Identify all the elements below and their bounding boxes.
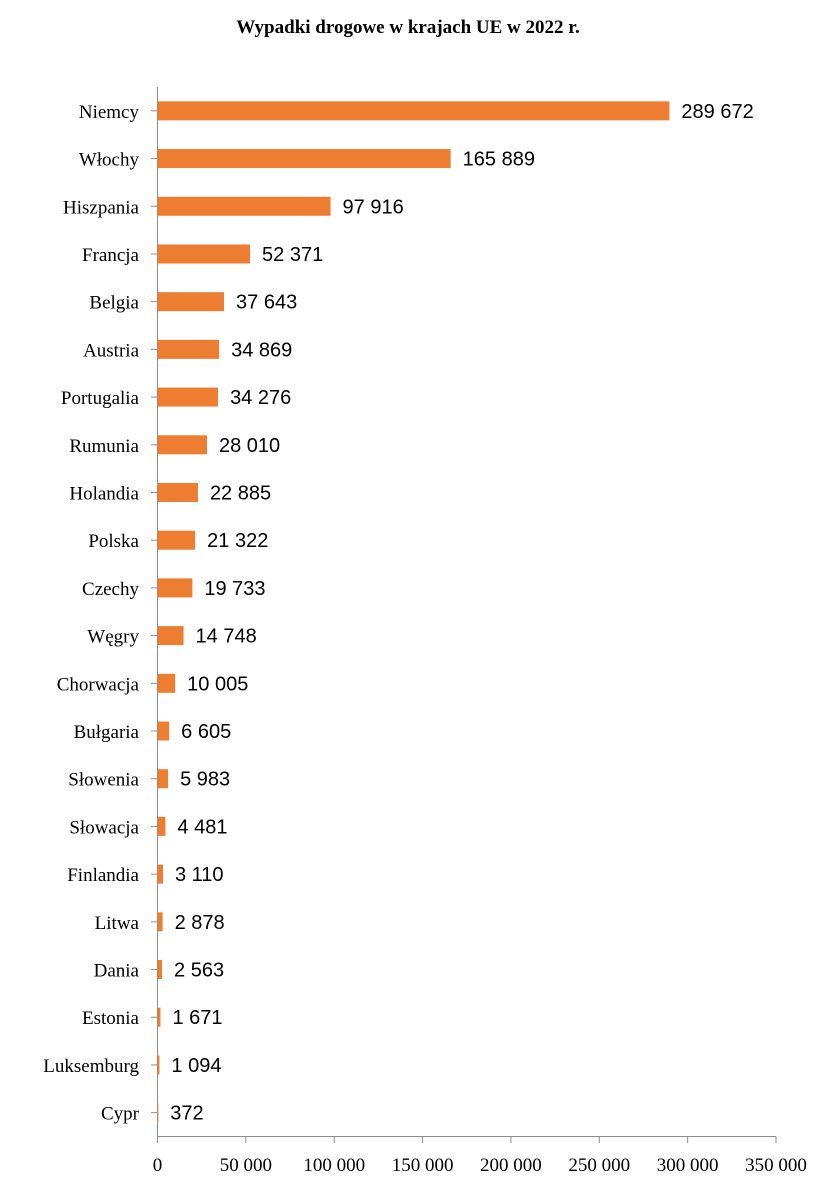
- bars: [43, 101, 753, 1125]
- chart-title: Wypadki drogowe w krajach UE w 2022 r.: [236, 17, 580, 38]
- data-label: 372: [170, 1102, 204, 1125]
- bar: [158, 531, 196, 550]
- data-label: 2 563: [174, 959, 225, 982]
- data-label: 289 672: [681, 100, 754, 123]
- data-label: 34 869: [231, 339, 293, 362]
- bar: [158, 960, 163, 979]
- category-label: Litwa: [94, 912, 139, 934]
- bar: [158, 340, 220, 359]
- category-label: Estonia: [82, 1008, 139, 1030]
- data-label: 14 748: [195, 625, 257, 648]
- x-tick-label: 50 000: [219, 1155, 272, 1176]
- category-label: Finlandia: [67, 865, 139, 887]
- data-label: 4 481: [177, 816, 228, 839]
- bar: [158, 722, 170, 741]
- data-label: 3 110: [174, 864, 224, 887]
- x-tick-label: 350 000: [745, 1155, 807, 1176]
- category-label: Węgry: [87, 626, 139, 648]
- category-label: Niemcy: [78, 101, 139, 123]
- bar: [158, 1103, 159, 1122]
- data-label: 5 983: [180, 768, 231, 791]
- data-label: 165 889: [462, 148, 535, 171]
- data-label: 19 733: [204, 577, 266, 600]
- category-label: Dania: [93, 960, 139, 982]
- category-label: Belgia: [89, 292, 139, 314]
- category-label: Cypr: [101, 1103, 139, 1125]
- category-label: Włochy: [78, 149, 139, 171]
- x-tick-label: 200 000: [480, 1155, 542, 1176]
- category-label: Słowacja: [69, 817, 139, 839]
- bar: [158, 1008, 161, 1027]
- data-label: 28 010: [218, 434, 281, 457]
- bar: [158, 244, 251, 263]
- category-label: Rumunia: [69, 435, 139, 457]
- x-tick-label: 100 000: [303, 1155, 366, 1176]
- data-label: 1 671: [172, 1007, 223, 1030]
- data-label: 21 322: [207, 530, 269, 553]
- category-label: Chorwacja: [56, 674, 139, 696]
- category-label: Hiszpania: [63, 197, 139, 219]
- category-label: Francja: [82, 244, 139, 266]
- category-label: Polska: [88, 531, 139, 553]
- category-label: Bułgaria: [73, 722, 139, 744]
- bar: [158, 578, 193, 597]
- data-label: 34 276: [230, 387, 292, 410]
- data-label: 37 643: [236, 291, 298, 314]
- bar: [158, 149, 451, 168]
- bar: [158, 388, 219, 407]
- bar: [158, 483, 198, 502]
- bar: [158, 674, 176, 693]
- bar: [158, 435, 207, 454]
- bar: [158, 817, 166, 836]
- data-label: 1 094: [171, 1054, 222, 1077]
- category-label: Holandia: [69, 483, 139, 505]
- x-tick-label: 300 000: [656, 1155, 719, 1176]
- data-label: 6 605: [181, 721, 232, 744]
- bar: [158, 865, 163, 884]
- x-axis-ticks: [153, 1137, 807, 1177]
- category-label: Austria: [83, 340, 139, 362]
- bar: [158, 912, 163, 931]
- data-label: 97 916: [342, 196, 404, 219]
- category-label: Czechy: [82, 578, 139, 600]
- category-label: Słowenia: [68, 769, 139, 791]
- bar: [158, 197, 331, 216]
- x-tick-label: 250 000: [568, 1155, 631, 1176]
- data-label: 10 005: [187, 673, 249, 696]
- bar: [158, 1055, 160, 1074]
- category-label: Portugalia: [60, 388, 139, 410]
- category-label: Luksemburg: [43, 1055, 139, 1077]
- bar: [158, 769, 169, 788]
- x-tick-label: 150 000: [391, 1155, 454, 1176]
- bar: [158, 292, 225, 311]
- data-label: 52 371: [262, 243, 324, 266]
- bar: [158, 101, 670, 120]
- bar: [158, 626, 184, 645]
- data-label: 22 885: [209, 482, 272, 505]
- data-label: 2 878: [174, 911, 225, 934]
- x-tick-label: 0: [152, 1155, 163, 1176]
